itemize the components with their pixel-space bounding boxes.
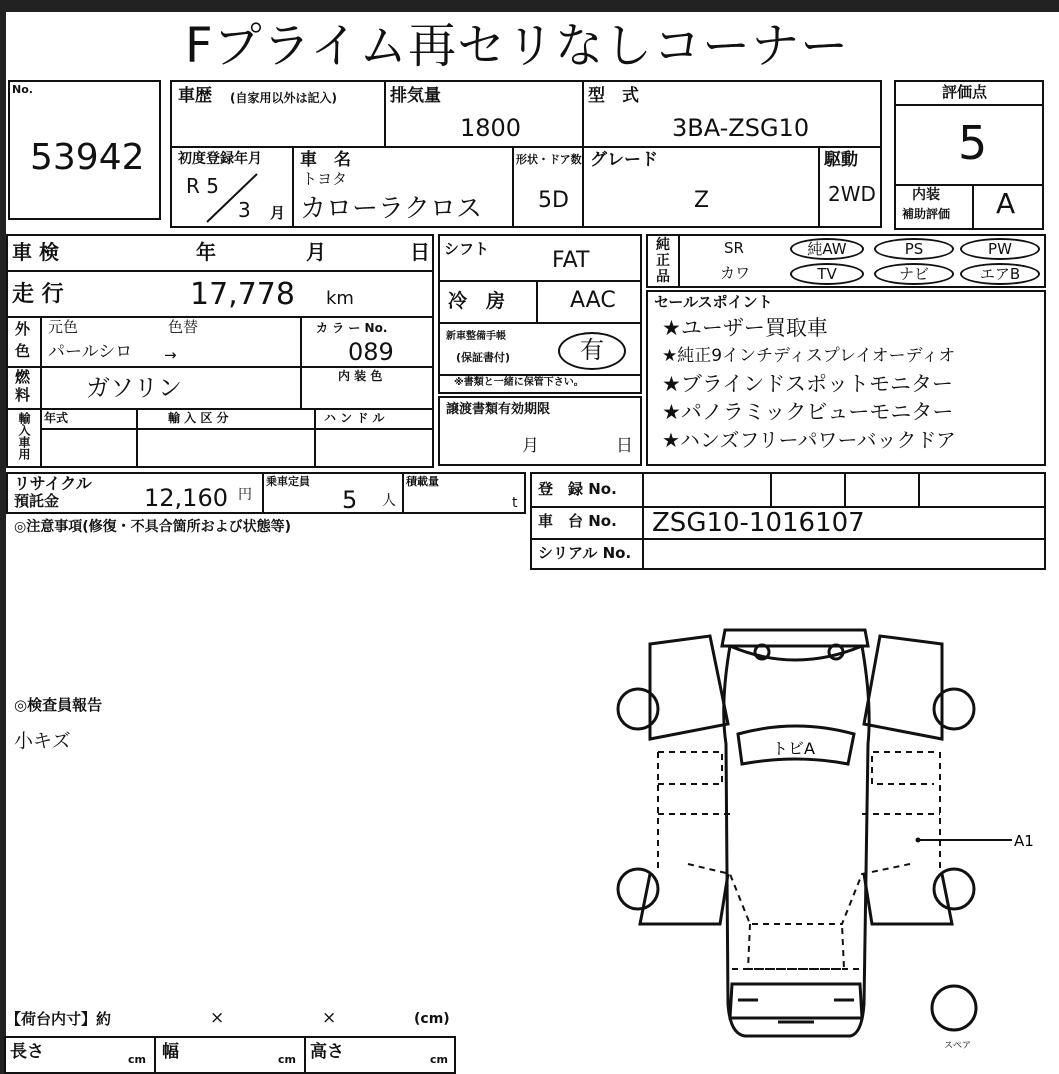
fuel-value: ガソリン (86, 374, 182, 402)
model-value: 3BA-ZSG10 (672, 114, 810, 142)
fuel-side-1: 燃 (15, 368, 31, 386)
color-code: 089 (348, 338, 394, 366)
equip-label-3: 品 (656, 269, 670, 285)
shift-value: FAT (552, 248, 590, 273)
transfer-day: 日 (616, 436, 633, 456)
date-slash (202, 172, 262, 224)
cargo-x1: × (210, 1008, 225, 1028)
top-border (0, 0, 1059, 12)
inspection-year: 年 (196, 240, 216, 264)
cargo-x2: × (322, 1008, 337, 1028)
rating-score: 5 (958, 116, 988, 170)
lot-label: No. (12, 83, 33, 96)
cargo-cm-3: cm (430, 1053, 448, 1066)
shift-grid (438, 234, 642, 394)
change-color-label: 色替 (168, 318, 199, 336)
original-color-label: 元色 (48, 318, 79, 336)
original-color: パールシロ (48, 342, 133, 362)
color-side-2: 色 (15, 342, 31, 360)
recycle-label-2: 預託金 (14, 492, 60, 510)
transfer-label: 譲渡書類有効期限 (446, 402, 551, 417)
color-side-1: 外 (15, 320, 31, 338)
transfer-box (438, 396, 642, 466)
car-diagram (610, 624, 1050, 1054)
cargo-height: 高さ (310, 1042, 344, 1062)
grade-label: グレード (590, 150, 658, 170)
sales-point-2: ★純正9インチディスプレイオーディオ (662, 346, 956, 366)
left-border (0, 0, 6, 1074)
windshield-label: トビA (772, 739, 815, 758)
model-label: 型 式 (588, 86, 639, 106)
capacity-unit: 人 (382, 493, 396, 509)
serial-label: シリアル No. (538, 544, 632, 562)
sales-point-4: ★パノラミックビューモニター (662, 400, 954, 424)
sales-point-5: ★ハンズフリーパワーバックドア (662, 428, 956, 452)
reg-no-label: 登 録 No. (538, 480, 617, 498)
equip-aw: 純AW (790, 238, 864, 260)
chassis-label: 車 台 No. (538, 512, 617, 530)
equip-airbag: エアB (960, 263, 1040, 285)
inspection-grid (6, 234, 434, 468)
interior-label-2: 補助評価 (902, 207, 951, 221)
car-name: カローラクロス (300, 194, 483, 224)
inspection-day: 日 (410, 240, 430, 264)
equip-sr: SR (724, 239, 744, 257)
color-code-label: カ ラ ー No. (316, 321, 388, 335)
equip-label-1: 純 (656, 237, 670, 253)
import-handle-label: ハ ン ド ル (324, 411, 385, 425)
drive-label: 駆動 (824, 150, 858, 170)
manual-note: ※書類と一緒に保管下さい。 (454, 377, 584, 388)
damage-a1: A1 (1014, 832, 1034, 850)
sales-point-1: ★ユーザー買取車 (662, 316, 828, 340)
equip-label-2: 正 (656, 253, 670, 269)
import-year-label: 年式 (44, 411, 69, 425)
equip-pw: PW (960, 238, 1040, 260)
equip-ps: PS (874, 238, 954, 260)
mileage-unit: km (326, 288, 354, 309)
cargo-label: 【荷台内寸】約 (6, 1010, 112, 1028)
spare-label: スペア (944, 1041, 972, 1051)
displacement-label: 排気量 (390, 86, 441, 106)
sales-point-3: ★ブラインドスポットモニター (662, 372, 953, 396)
inspector-label: ◎検査員報告 (14, 696, 103, 714)
equip-kawa: カワ (720, 264, 751, 282)
rating-box (894, 80, 1044, 230)
cargo-unit: (cm) (414, 1011, 450, 1027)
inspection-month: 月 (306, 240, 326, 264)
capacity-value: 5 (342, 486, 358, 514)
recycle-box (6, 472, 526, 514)
rating-label: 評価点 (942, 83, 988, 101)
manual-label-2: (保証書付) (456, 351, 511, 364)
interior-color-label: 内 装 色 (338, 369, 383, 383)
inspection-label: 車 検 (12, 240, 59, 264)
history-note: (自家用以外は記入) (230, 91, 337, 105)
registration-grid (530, 472, 1046, 570)
aircon-value: AAC (570, 288, 616, 313)
cargo-width: 幅 (162, 1042, 179, 1062)
lot-number: 53942 (30, 137, 145, 178)
aircon-label: 冷 房 (448, 290, 506, 312)
interior-label-1: 内装 (912, 187, 940, 203)
registration-label: 初度登録年月 (178, 151, 262, 167)
registration-month: 3 (238, 198, 251, 222)
cargo-cm-1: cm (128, 1053, 146, 1066)
capacity-label: 乗車定員 (266, 475, 310, 488)
chassis-value: ZSG10-1016107 (652, 508, 865, 538)
recycle-unit: 円 (238, 487, 252, 503)
page-title: Fプライム再セリなしコーナー (185, 18, 850, 74)
recycle-value: 12,160 (144, 484, 228, 512)
drive-value: 2WD (828, 182, 876, 206)
lot-box (8, 80, 161, 220)
mileage-value: 17,778 (190, 277, 295, 312)
registration-era: R 5 (186, 174, 219, 198)
notes-label: ◎注意事項(修復・不具合箇所および状態等) (14, 519, 292, 535)
doors-label: 形状・ドア数 (516, 153, 582, 166)
car-name-label: 車 名 (300, 150, 351, 170)
recycle-label-1: リサイクル (14, 474, 92, 493)
import-side: 輸入車用 (17, 412, 31, 460)
color-arrow: → (164, 346, 177, 364)
equip-navi: ナビ (874, 263, 954, 285)
car-maker: トヨタ (302, 170, 348, 188)
cargo-box (4, 1036, 456, 1074)
registration-month-unit: 月 (270, 204, 286, 222)
manual-value: 有 (580, 336, 604, 364)
manual-label-1: 新車整備手帳 (446, 331, 506, 342)
shift-label: シフト (444, 240, 490, 258)
sales-points-label: セールスポイント (654, 293, 773, 311)
fuel-side-2: 料 (15, 386, 31, 404)
cargo-cm-2: cm (278, 1053, 296, 1066)
inspector-text: 小キズ (14, 730, 71, 752)
sales-points-box (646, 290, 1046, 466)
history-label: 車歴 (178, 86, 212, 106)
displacement-value: 1800 (460, 114, 522, 142)
import-class-label: 輸 入 区 分 (168, 411, 229, 425)
doors-value: 5D (538, 188, 569, 213)
header-grid (170, 80, 882, 228)
cargo-length: 長さ (10, 1042, 44, 1062)
mileage-label: 走 行 (12, 282, 64, 307)
load-label: 積載量 (406, 475, 439, 488)
equip-tv: TV (790, 263, 864, 285)
load-unit: t (512, 495, 518, 511)
transfer-month: 月 (522, 436, 539, 456)
interior-value: A (996, 187, 1016, 220)
grade-value: Z (694, 188, 710, 213)
equipment-box (646, 234, 1046, 288)
